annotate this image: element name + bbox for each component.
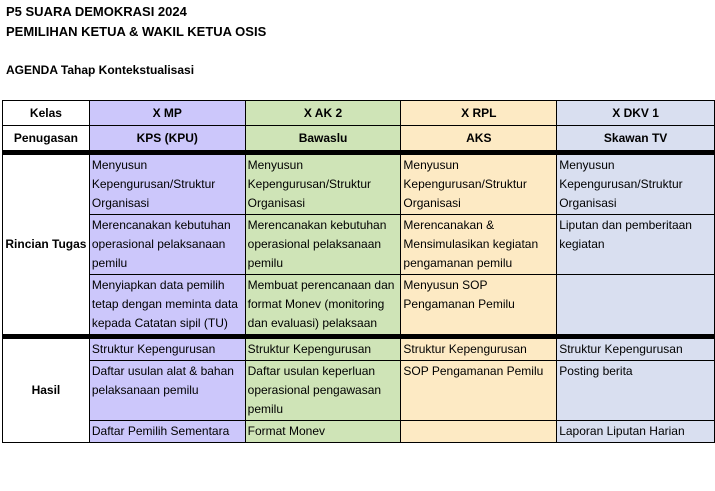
task-cell <box>557 275 715 335</box>
kelas-dkv: X DKV 1 <box>557 101 715 126</box>
result-cell: Format Monev <box>245 421 401 443</box>
penugasan-label: Penugasan <box>3 126 90 151</box>
result-cell: SOP Pengamanan Pemilu <box>401 361 557 421</box>
task-cell: Menyiapkan data pemilih tetap dengan meminta data kepada Catatan sipil (TU) <box>89 275 245 335</box>
result-cell <box>401 421 557 443</box>
task-cell: Menyusun SOP Pengamanan Pemilu <box>401 275 557 335</box>
rincian-row <box>3 275 715 335</box>
result-cell: Daftar usulan keperluan operasional pengawasan pemilu <box>245 361 401 421</box>
hasil-label: Hasil <box>3 339 90 443</box>
result-cell: Struktur Kepengurusan <box>89 339 245 361</box>
kelas-ak: X AK 2 <box>245 101 401 126</box>
result-cell: Laporan Liputan Harian <box>557 421 715 443</box>
kelas-label: Kelas <box>3 101 90 126</box>
kelas-row <box>3 101 715 126</box>
result-cell: Struktur Kepengurusan <box>245 339 401 361</box>
kelas-mp: X MP <box>89 101 245 126</box>
task-cell: Liputan dan pemberitaan kegiatan <box>557 215 715 275</box>
penugasan-dkv: Skawan TV <box>557 126 715 151</box>
result-cell: Daftar Pemilih Sementara <box>89 421 245 443</box>
penugasan-row <box>3 126 715 151</box>
task-cell: Menyusun Kepengurusan/Struktur Organisasi <box>245 155 401 215</box>
task-cell: Merencanakan kebutuhan operasional pelaksanaan pemilu <box>245 215 401 275</box>
result-cell: Struktur Kepengurusan <box>401 339 557 361</box>
doc-subtitle: PEMILIHAN KETUA & WAKIL KETUA OSIS <box>6 24 267 39</box>
rincian-row <box>3 215 715 275</box>
penugasan-mp: KPS (KPU) <box>89 126 245 151</box>
task-cell: Merencanakan & Mensimulasikan kegiatan pengamanan pemilu <box>401 215 557 275</box>
rincian-row <box>3 155 715 215</box>
hasil-row <box>3 421 715 443</box>
result-cell: Posting berita <box>557 361 715 421</box>
penugasan-rpl: AKS <box>401 126 557 151</box>
agenda-heading: AGENDA Tahap Kontekstualisasi <box>6 63 195 77</box>
kelas-rpl: X RPL <box>401 101 557 126</box>
task-cell: Menyusun Kepengurusan/Struktur Organisasi <box>557 155 715 215</box>
task-cell: Menyusun Kepengurusan/Struktur Organisasi <box>89 155 245 215</box>
task-cell: Menyusun Kepengurusan/Struktur Organisasi <box>401 155 557 215</box>
doc-title: P5 SUARA DEMOKRASI 2024 <box>6 4 187 19</box>
penugasan-ak: Bawaslu <box>245 126 401 151</box>
result-cell: Daftar usulan alat & bahan pelaksanaan pemilu <box>89 361 245 421</box>
result-cell: Struktur Kepengurusan <box>557 339 715 361</box>
agenda-table <box>2 100 715 443</box>
task-cell: Merencanakan kebutuhan operasional pelaksanaan pemilu <box>89 215 245 275</box>
rincian-label: Rincian Tugas <box>3 155 90 335</box>
hasil-row <box>3 361 715 421</box>
hasil-row <box>3 339 715 361</box>
task-cell: Membuat perencanaan dan format Monev (monitoring dan evaluasi) pelaksaan <box>245 275 401 335</box>
